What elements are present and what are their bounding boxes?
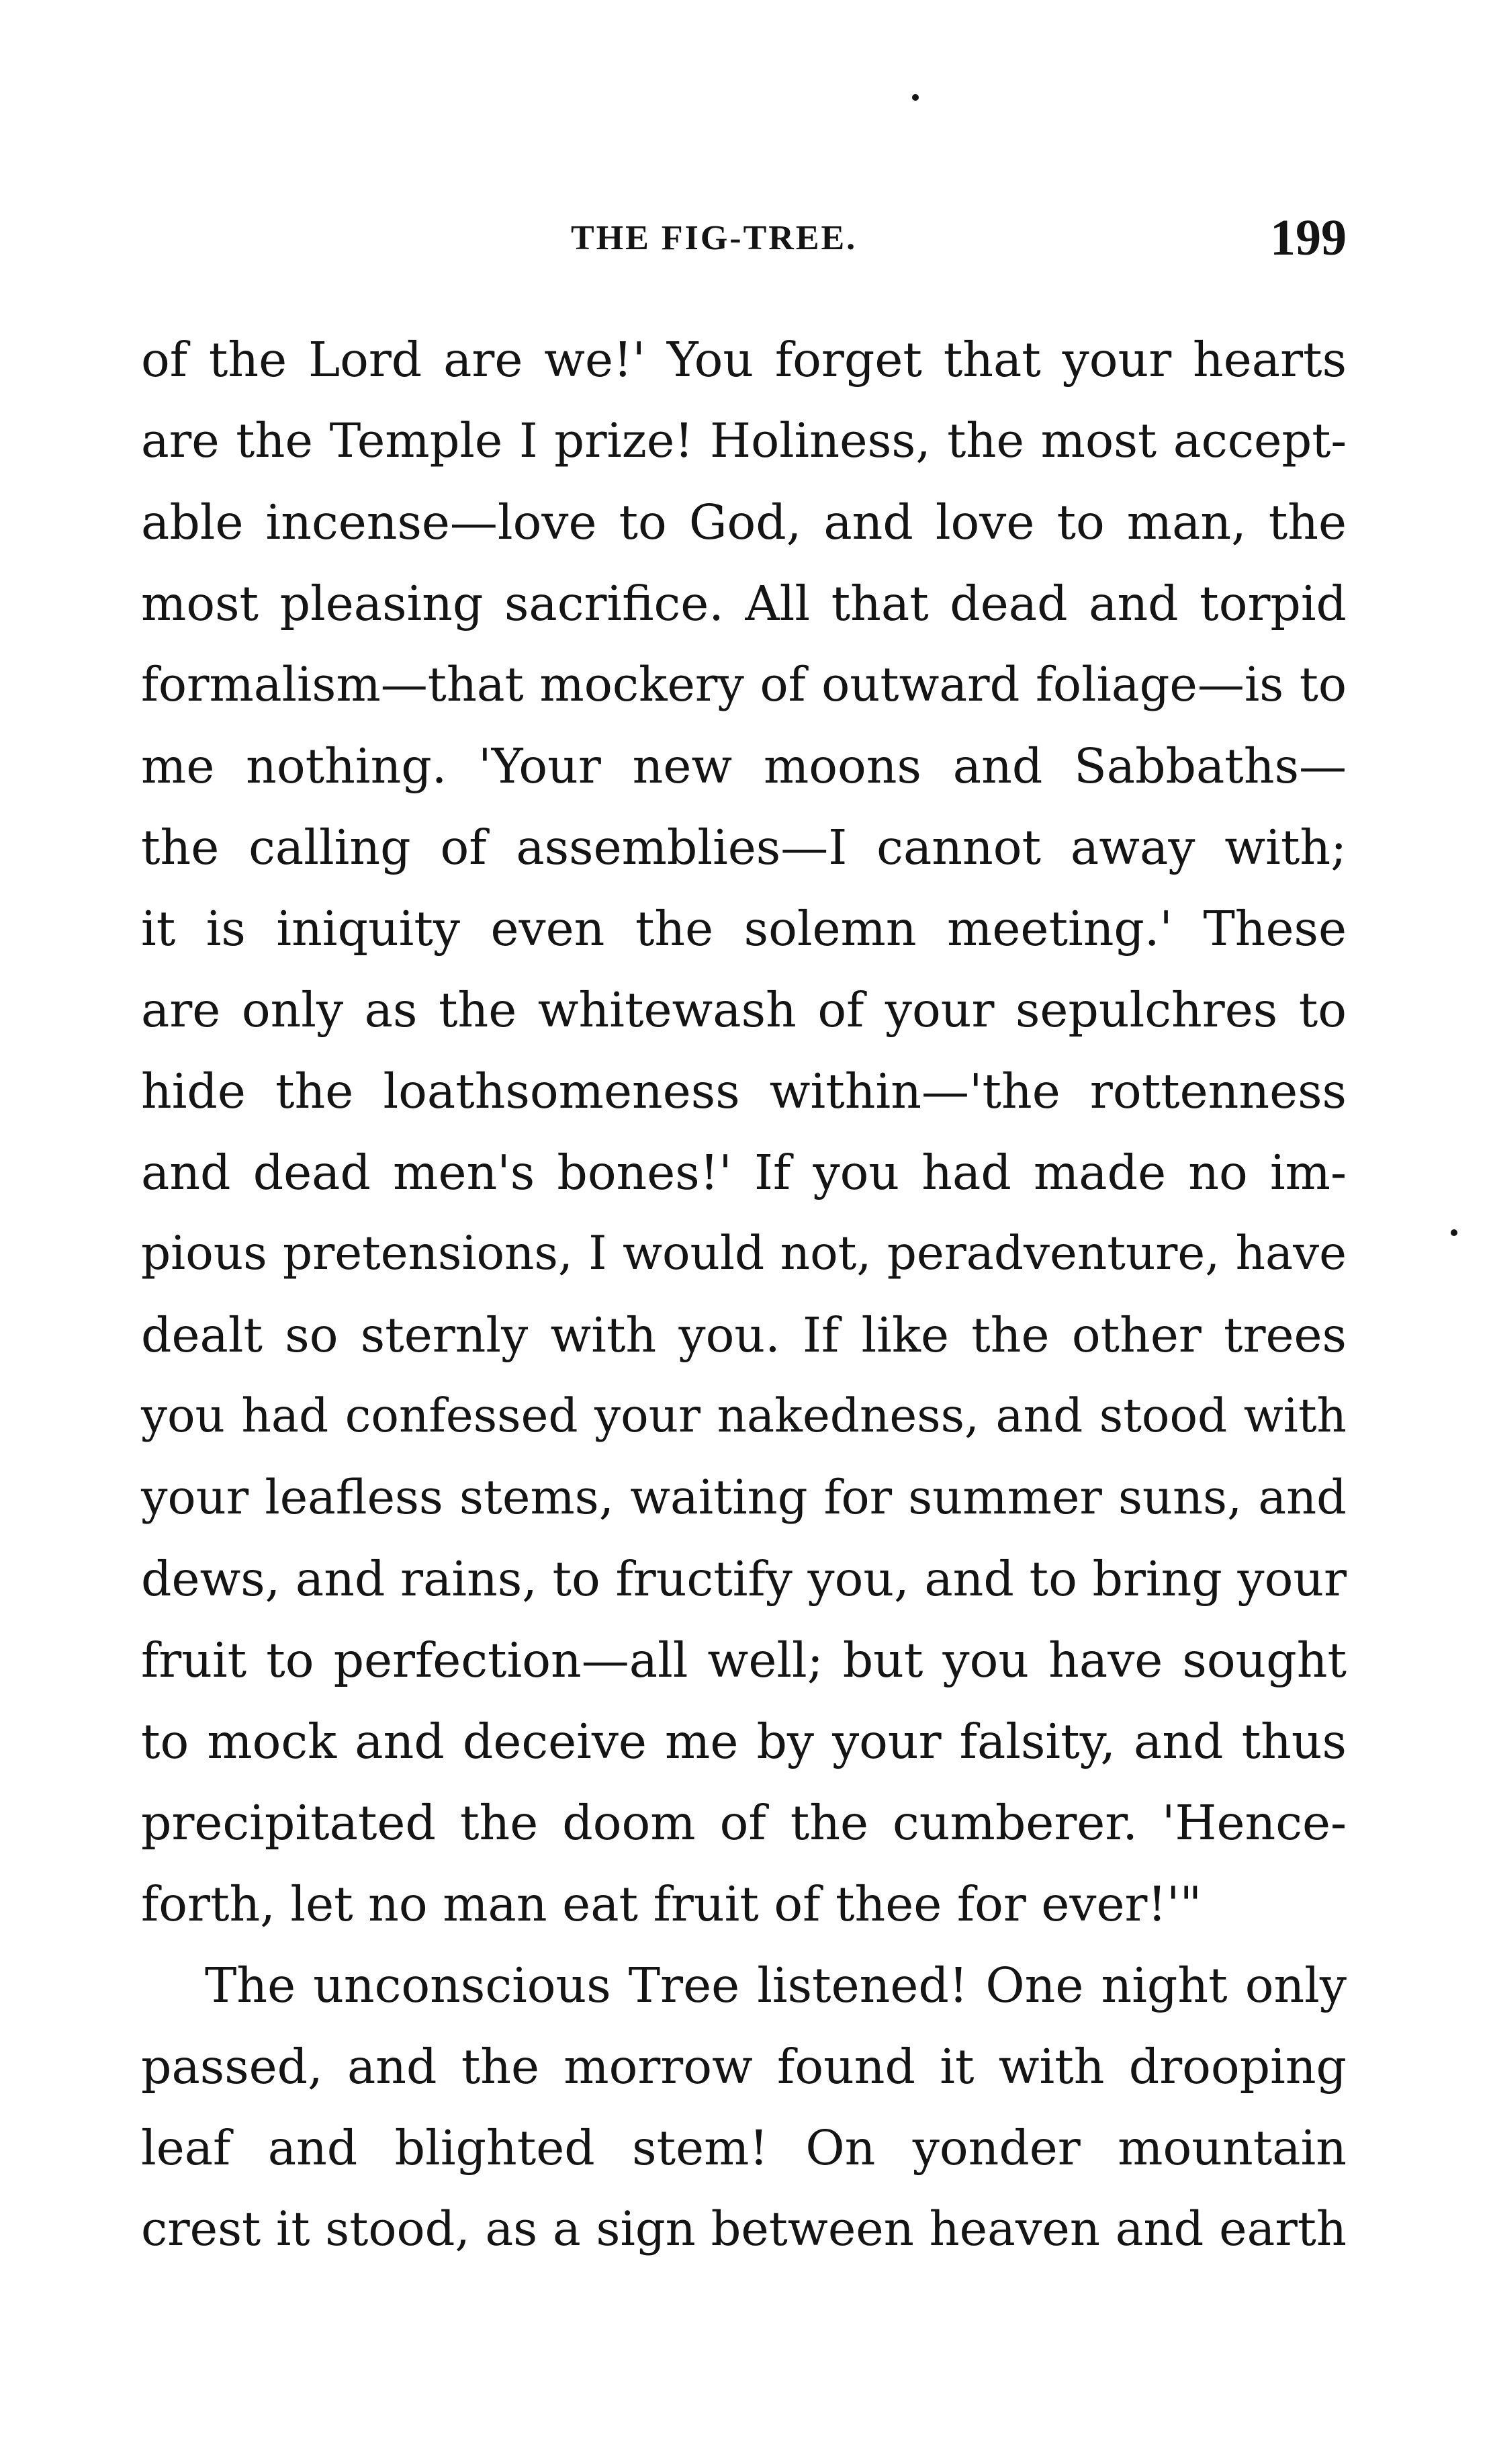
paragraph-2 [141, 1945, 1347, 2270]
body-text [141, 319, 1347, 2270]
text-line: of the Lord are we!' You forget that your hearts [141, 332, 1347, 388]
ink-speck [912, 94, 919, 101]
text-line: hide the loathsomeness within—'the rottenness [141, 1063, 1347, 1119]
text-line: forth, let no man eat fruit of thee for ever!'" [141, 1876, 1202, 1932]
text-line: you had confessed your nakedness, and stood with [141, 1389, 1347, 1443]
text-line: dews, and rains, to fructify you, and to bring your [141, 1551, 1347, 1607]
text-line: are the Temple I prize! Holiness, the most accept- [141, 413, 1347, 468]
text-line: formalism—that mockery of outward foliage—is to [141, 657, 1347, 712]
text-line: precipitated the doom of the cumberer. 'Hence- [141, 1795, 1347, 1851]
ink-speck [1451, 1229, 1457, 1236]
text-line: to mock and deceive me by your falsity, and thus [141, 1714, 1347, 1769]
running-head: THE FIG-TREE. [571, 219, 858, 257]
text-line: able incense—love to God, and love to man, the [141, 494, 1347, 550]
page-header [141, 212, 1347, 265]
text-line: the calling of assemblies—I cannot away with; [141, 820, 1347, 875]
text-line: most pleasing sacrifice. All that dead and torpid [141, 576, 1347, 631]
text-line: leaf and blighted stem! On yonder mountain [141, 2120, 1347, 2176]
text-line: pious pretensions, I would not, peradventure, have [141, 1227, 1347, 1280]
text-line: fruit to perfection—all well; but you have sought [141, 1632, 1347, 1688]
text-line: it is iniquity even the solemn meeting.' These [141, 901, 1347, 957]
page-number: 199 [1270, 210, 1347, 266]
text-line: passed, and the morrow found it with drooping [141, 2039, 1347, 2095]
text-line: and dead men's bones!' If you had made no im- [141, 1145, 1347, 1200]
text-line: me nothing. 'Your new moons and Sabbaths— [141, 738, 1347, 794]
paragraph-1 [141, 319, 1347, 1945]
text-line: are only as the whitewash of your sepulchres to [141, 982, 1347, 1038]
text-line: The unconscious Tree listened! One night only [205, 1957, 1347, 2013]
text-line: dealt so sternly with you. If like the other trees [141, 1307, 1347, 1363]
text-line: your leafless stems, waiting for summer suns, and [141, 1470, 1347, 1525]
text-line: crest it stood, as a sign between heaven and earth [141, 2201, 1347, 2256]
